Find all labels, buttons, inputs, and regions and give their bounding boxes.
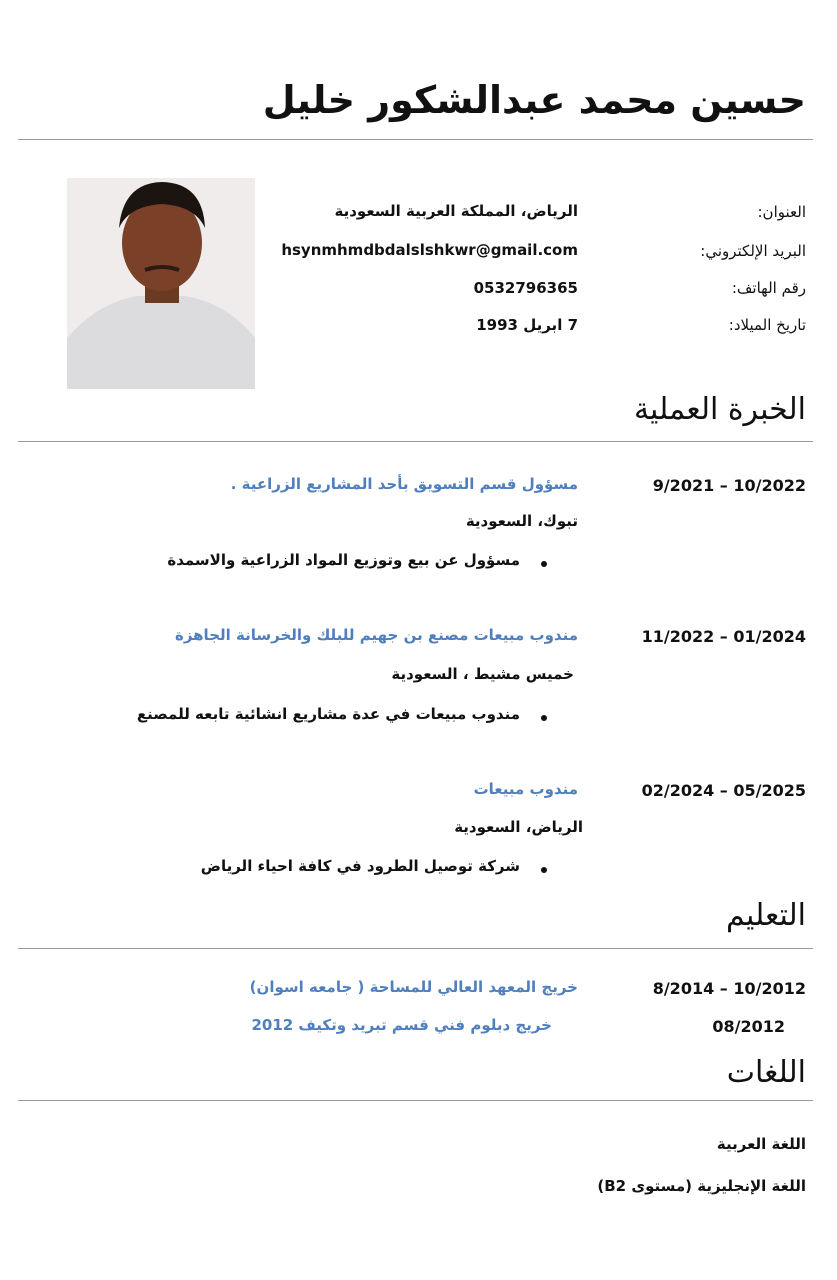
education-dates: 08/2012 xyxy=(712,1017,785,1036)
bullet-icon xyxy=(541,561,547,567)
bullet-icon xyxy=(541,867,547,873)
birthdate-label: تاريخ الميلاد: xyxy=(728,316,806,334)
languages-heading: اللغات xyxy=(726,1055,806,1090)
phone-value: 0532796365 xyxy=(473,279,578,297)
divider xyxy=(18,1100,813,1101)
job-dates: 02/2024 – 05/2025 xyxy=(641,781,806,800)
job-location: الرياض، السعودية xyxy=(454,818,583,836)
phone-label: رقم الهاتف: xyxy=(731,279,806,297)
education-heading: التعليم xyxy=(726,898,806,933)
job-dates: 11/2022 – 01/2024 xyxy=(641,627,806,646)
language-item: اللغة الإنجليزية (مستوى B2) xyxy=(597,1177,806,1195)
job-bullet: مندوب مبيعات في عدة مشاريع انشائية تابعه للمصنع xyxy=(136,705,520,723)
candidate-name: حسين محمد عبدالشكور خليل xyxy=(262,78,806,122)
education-dates: 8/2014 – 10/2012 xyxy=(652,979,806,998)
education-title: خريج دبلوم فني قسم تبريد وتكيف 2012 xyxy=(251,1016,552,1034)
job-dates: 9/2021 – 10/2022 xyxy=(652,476,806,495)
job-title: مندوب مبيعات xyxy=(473,780,578,798)
bullet-icon xyxy=(541,715,547,721)
education-title: خريج المعهد العالي للمساحة ( جامعه اسوان) xyxy=(249,978,578,996)
email-label: البريد الإلكتروني: xyxy=(700,242,806,260)
divider xyxy=(18,441,813,442)
divider xyxy=(18,948,813,949)
job-location: تبوك، السعودية xyxy=(465,512,578,530)
address-value: الرياض، المملكة العربية السعودية xyxy=(334,202,578,220)
job-location: خميس مشيط ، السعودية xyxy=(391,665,574,683)
address-label: العنوان: xyxy=(757,203,806,221)
divider xyxy=(18,139,813,140)
experience-heading: الخبرة العملية xyxy=(633,392,806,427)
email-value[interactable]: hsynmhmdbdalslshkwr@gmail.com xyxy=(281,241,578,259)
birthdate-value: 7 ابريل 1993 xyxy=(476,316,578,334)
profile-photo xyxy=(67,178,255,389)
job-title: مندوب مبيعات مصنع بن جهيم للبلك والخرسانة الجاهزة xyxy=(174,626,578,644)
language-item: اللغة العربية xyxy=(716,1135,806,1153)
job-title: مسؤول قسم التسويق بأحد المشاريع الزراعية . xyxy=(230,475,578,493)
job-bullet: مسؤول عن بيع وتوزيع المواد الزراعية والاسمدة xyxy=(167,551,520,569)
job-bullet: شركة توصيل الطرود في كافة احياء الرياض xyxy=(200,857,520,875)
